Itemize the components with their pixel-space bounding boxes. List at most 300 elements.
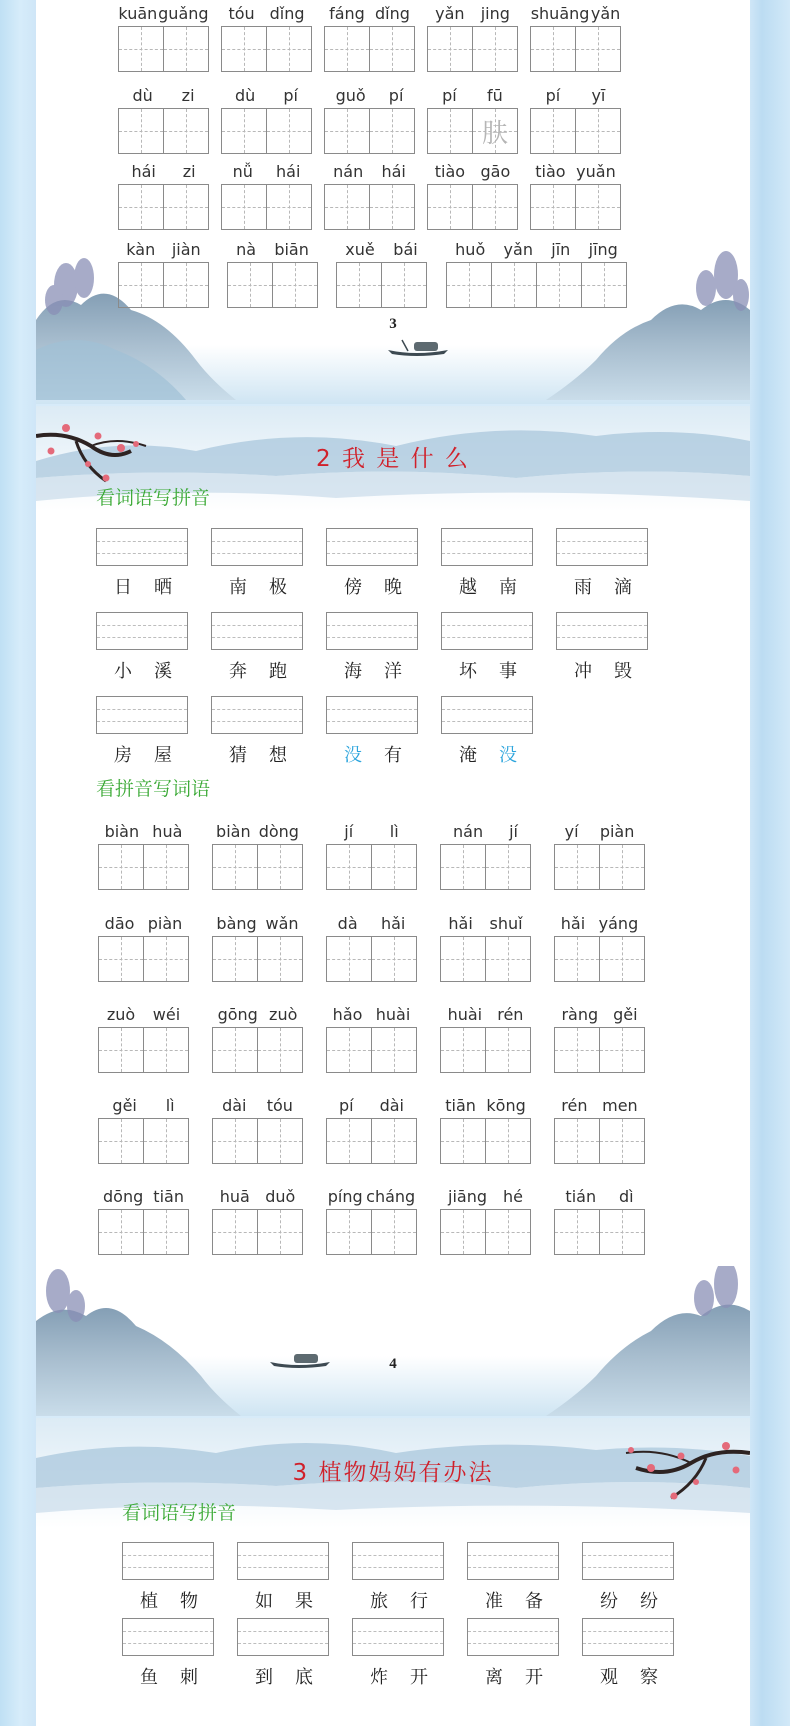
tianzige-box[interactable]	[599, 936, 645, 982]
pinyin-label	[554, 822, 645, 841]
tianzige-box[interactable]	[212, 1118, 258, 1164]
guide-line	[327, 553, 417, 554]
guide-line	[557, 637, 647, 638]
pinyin-syllable: dì	[618, 1187, 634, 1206]
tianzige-box[interactable]	[427, 108, 473, 154]
word-character: 察	[640, 1667, 658, 1688]
tianzige-box[interactable]	[575, 26, 621, 72]
tianzige-boxes	[530, 184, 620, 230]
pinyin-syllable: shuǐ	[489, 914, 523, 933]
tianzige-box[interactable]	[530, 26, 576, 72]
tianzige-box[interactable]	[143, 1027, 189, 1073]
pinyin-word-group	[554, 1187, 645, 1257]
pinyin-syllable: tiān	[153, 1187, 184, 1206]
word-character: 奔	[229, 661, 247, 682]
tianzige-box[interactable]	[485, 1027, 531, 1073]
tianzige-box[interactable]	[257, 844, 303, 890]
pinyin-syllable: fū	[487, 86, 503, 105]
tianzige-box[interactable]	[266, 108, 312, 154]
tianzige-box[interactable]	[369, 108, 415, 154]
guide-line	[442, 721, 532, 722]
word-character: 小	[114, 661, 132, 682]
word-pinyin-group	[96, 528, 190, 599]
word-pinyin-group	[326, 696, 420, 767]
tianzige-box[interactable]	[212, 936, 258, 982]
guide-line	[583, 1555, 673, 1556]
tianzige-box[interactable]	[427, 26, 473, 72]
pinyin-label	[221, 4, 312, 23]
word-pinyin-group	[441, 696, 535, 767]
pinyin-word-group	[98, 1187, 189, 1257]
word-character: 南	[499, 577, 517, 598]
word-character: 植	[140, 1591, 158, 1612]
pinyin-syllable: hǎi	[560, 914, 586, 933]
pinyin-label	[324, 162, 415, 181]
word-character: 越	[459, 577, 477, 598]
guide-line	[353, 1555, 443, 1556]
word-pinyin-group	[582, 1542, 676, 1613]
word-label	[556, 573, 650, 599]
word-pinyin-group	[326, 528, 420, 599]
tianzige-box[interactable]	[227, 262, 273, 308]
guide-line	[212, 709, 302, 710]
tianzige-box[interactable]	[599, 1118, 645, 1164]
word-character: 观	[600, 1667, 618, 1688]
tianzige-box[interactable]	[485, 936, 531, 982]
tianzige-box[interactable]	[440, 1027, 486, 1073]
pinyin-writing-box[interactable]	[582, 1542, 674, 1580]
pinyin-writing-box[interactable]	[441, 528, 533, 566]
pinyin-writing-box[interactable]	[96, 696, 188, 734]
pinyin-label	[118, 162, 209, 181]
word-character: 晚	[384, 577, 402, 598]
word-pinyin-group	[441, 528, 535, 599]
lesson-title: 2 我 是 什 么	[316, 446, 470, 472]
tianzige-box[interactable]	[554, 1209, 600, 1255]
pinyin-label	[427, 86, 518, 105]
word-pinyin-group	[352, 1618, 446, 1689]
guide-line	[238, 1643, 328, 1644]
word-pinyin-group	[211, 612, 305, 683]
tianzige-box[interactable]	[98, 1118, 144, 1164]
tianzige-box[interactable]	[369, 184, 415, 230]
pinyin-word-group	[212, 914, 303, 984]
word-character: 洋	[384, 661, 402, 682]
word-pinyin-group	[122, 1618, 216, 1689]
tianzige-box[interactable]	[163, 108, 209, 154]
pinyin-label	[98, 822, 189, 841]
tianzige-box[interactable]	[371, 1027, 417, 1073]
word-character: 想	[269, 745, 287, 766]
pinyin-syllable: lì	[165, 1096, 175, 1115]
pinyin-syllable: tóu	[266, 1096, 293, 1115]
pinyin-label	[221, 162, 312, 181]
page-number: 3	[389, 316, 397, 332]
word-label	[582, 1663, 676, 1689]
guide-line	[442, 637, 532, 638]
tianzige-boxes	[440, 1209, 530, 1255]
pinyin-label	[212, 1096, 303, 1115]
tianzige-box[interactable]	[324, 26, 370, 72]
tianzige-box[interactable]	[472, 26, 518, 72]
tianzige-box[interactable]	[371, 936, 417, 982]
pinyin-writing-box[interactable]	[122, 1618, 214, 1656]
word-character: 有	[384, 745, 402, 766]
guide-line	[583, 1567, 673, 1568]
word-character: 纷	[600, 1591, 618, 1612]
guide-line	[212, 637, 302, 638]
tianzige-boxes	[326, 1118, 416, 1164]
pinyin-word-group	[446, 240, 627, 310]
word-label	[237, 1663, 331, 1689]
pinyin-writing-box[interactable]	[441, 696, 533, 734]
word-character: 到	[255, 1667, 273, 1688]
pinyin-syllable: jí	[344, 822, 354, 841]
pinyin-syllable: kōng	[486, 1096, 526, 1115]
pinyin-syllable: zi	[182, 162, 196, 181]
section-title-words-to-pinyin: 看词语写拼音	[96, 487, 211, 509]
tianzige-boxes	[212, 844, 302, 890]
hint-character: 肤	[481, 118, 508, 149]
word-pinyin-group	[582, 1618, 676, 1689]
word-character: 滴	[614, 577, 632, 598]
tianzige-box[interactable]	[472, 184, 518, 230]
pinyin-label	[221, 86, 312, 105]
pinyin-writing-box[interactable]	[556, 612, 648, 650]
word-character: 溪	[154, 661, 172, 682]
tianzige-box[interactable]	[581, 262, 627, 308]
tianzige-box[interactable]	[221, 108, 267, 154]
word-character: 晒	[154, 577, 172, 598]
word-pinyin-group	[441, 612, 535, 683]
tianzige-box[interactable]	[369, 26, 415, 72]
pinyin-syllable: wǎn	[265, 914, 299, 933]
tianzige-box[interactable]	[266, 184, 312, 230]
guide-line	[212, 721, 302, 722]
pinyin-word-group	[530, 86, 621, 156]
tianzige-boxes	[118, 26, 208, 72]
pinyin-syllable: yí	[564, 822, 579, 841]
tianzige-box[interactable]	[599, 1209, 645, 1255]
tianzige-boxes	[554, 936, 644, 982]
pinyin-syllable: yǎn	[590, 4, 621, 23]
tianzige-boxes	[221, 184, 311, 230]
word-label	[326, 741, 420, 767]
tianzige-box[interactable]	[491, 262, 537, 308]
tianzige-boxes	[98, 844, 188, 890]
tianzige-box[interactable]	[554, 936, 600, 982]
tianzige-box[interactable]	[326, 1209, 372, 1255]
pinyin-writing-box[interactable]	[441, 612, 533, 650]
tianzige-box[interactable]	[371, 1118, 417, 1164]
tianzige-box[interactable]	[163, 184, 209, 230]
pinyin-syllable: huǒ	[455, 240, 486, 259]
pinyin-syllable: nán	[333, 162, 364, 181]
tianzige-box[interactable]	[326, 844, 372, 890]
tianzige-box[interactable]	[371, 1209, 417, 1255]
tianzige-boxes	[440, 1027, 530, 1073]
word-label	[582, 1587, 676, 1613]
tianzige-box[interactable]	[266, 26, 312, 72]
pinyin-syllable: piàn	[147, 914, 183, 933]
tianzige-box[interactable]	[530, 184, 576, 230]
pinyin-word-group	[440, 1005, 531, 1075]
pinyin-syllable: dōng	[103, 1187, 144, 1206]
landscape-footer	[36, 1266, 750, 1416]
pinyin-syllable: hǎo	[332, 1005, 363, 1024]
pinyin-writing-box[interactable]	[96, 528, 188, 566]
tianzige-box[interactable]	[326, 1118, 372, 1164]
pinyin-syllable: bái	[393, 240, 418, 259]
tianzige-box[interactable]	[485, 844, 531, 890]
tianzige-boxes	[324, 108, 414, 154]
tianzige-box[interactable]	[257, 1118, 303, 1164]
pinyin-syllable: jí	[509, 822, 518, 841]
pinyin-writing-box[interactable]	[582, 1618, 674, 1656]
tianzige-box[interactable]	[163, 262, 209, 308]
tianzige-box[interactable]	[485, 1118, 531, 1164]
pinyin-writing-box[interactable]	[237, 1542, 329, 1580]
word-character: 行	[410, 1591, 428, 1612]
tianzige-box[interactable]	[98, 844, 144, 890]
tianzige-box[interactable]	[163, 26, 209, 72]
tianzige-box[interactable]	[324, 184, 370, 230]
tianzige-box[interactable]	[118, 262, 164, 308]
tianzige-box[interactable]	[554, 1027, 600, 1073]
word-character: 备	[525, 1591, 543, 1612]
word-label	[441, 657, 535, 683]
pinyin-label	[554, 1005, 645, 1024]
tianzige-box[interactable]	[143, 844, 189, 890]
pinyin-syllable: tóu	[228, 4, 255, 23]
tianzige-box[interactable]	[440, 1118, 486, 1164]
tianzige-box[interactable]	[257, 1209, 303, 1255]
guide-line	[97, 625, 187, 626]
word-character: 房	[114, 745, 132, 766]
tianzige-boxes	[227, 262, 317, 308]
pinyin-syllable: gěi	[613, 1005, 638, 1024]
guide-line	[123, 1631, 213, 1632]
tianzige-box[interactable]	[575, 184, 621, 230]
guide-line	[557, 541, 647, 542]
pinyin-word-group	[118, 162, 209, 232]
guide-line	[238, 1555, 328, 1556]
pinyin-writing-box[interactable]	[211, 612, 303, 650]
pinyin-writing-box[interactable]	[556, 528, 648, 566]
section-title-pinyin-to-words: 看拼音写词语	[96, 778, 211, 800]
pinyin-syllable: huā	[219, 1187, 250, 1206]
pinyin-syllable: jiàn	[171, 240, 201, 259]
tianzige-box[interactable]	[143, 936, 189, 982]
guide-line	[442, 709, 532, 710]
tianzige-boxes	[440, 936, 530, 982]
word-pinyin-group	[211, 528, 305, 599]
tianzige-box[interactable]	[118, 184, 164, 230]
tianzige-box[interactable]	[143, 1118, 189, 1164]
guide-line	[557, 553, 647, 554]
pinyin-syllable: bàng	[216, 914, 257, 933]
guide-line	[123, 1643, 213, 1644]
tianzige-box[interactable]	[554, 1118, 600, 1164]
pinyin-word-group	[227, 240, 318, 310]
guide-line	[442, 541, 532, 542]
guide-line	[97, 541, 187, 542]
page-number: 4	[389, 1356, 397, 1372]
pinyin-syllable: dǐng	[269, 4, 305, 23]
guide-line	[442, 553, 532, 554]
word-pinyin-group	[467, 1618, 561, 1689]
tianzige-box[interactable]	[336, 262, 382, 308]
tianzige-box[interactable]	[446, 262, 492, 308]
tianzige-box[interactable]	[530, 108, 576, 154]
tianzige-box[interactable]	[326, 1027, 372, 1073]
word-pinyin-group	[467, 1542, 561, 1613]
word-label	[441, 573, 535, 599]
tianzige-boxes	[326, 844, 416, 890]
pinyin-label	[212, 1005, 303, 1024]
word-pinyin-group	[556, 528, 650, 599]
word-pinyin-group	[211, 696, 305, 767]
tianzige-box[interactable]	[98, 1209, 144, 1255]
pinyin-word-group	[440, 914, 531, 984]
pinyin-word-group	[212, 1096, 303, 1166]
pinyin-syllable: dài	[379, 1096, 404, 1115]
tianzige-boxes	[554, 1027, 644, 1073]
tianzige-boxes	[554, 1118, 644, 1164]
guide-line	[468, 1631, 558, 1632]
pinyin-writing-box[interactable]	[467, 1618, 559, 1656]
tianzige-boxes	[98, 1209, 188, 1255]
pinyin-writing-box[interactable]	[211, 528, 303, 566]
pinyin-syllable: fáng	[329, 4, 365, 23]
guide-line	[123, 1567, 213, 1568]
pinyin-syllable: hǎi	[380, 914, 406, 933]
tianzige-box[interactable]	[326, 936, 372, 982]
tianzige-box[interactable]	[440, 844, 486, 890]
tianzige-boxes	[530, 26, 620, 72]
word-character: 傍	[344, 577, 362, 598]
tianzige-box[interactable]	[98, 936, 144, 982]
tianzige-box[interactable]	[143, 1209, 189, 1255]
word-character: 没	[499, 745, 517, 766]
tianzige-boxes	[118, 108, 208, 154]
pinyin-word-group	[221, 4, 312, 74]
pinyin-syllable: pí	[338, 1096, 354, 1115]
pinyin-writing-box[interactable]	[326, 612, 418, 650]
pinyin-syllable: hái	[276, 162, 301, 181]
pinyin-syllable: tián	[565, 1187, 597, 1206]
pinyin-label	[440, 822, 531, 841]
pinyin-syllable: nà	[236, 240, 257, 259]
pinyin-syllable: cháng	[366, 1187, 416, 1206]
pinyin-syllable: kàn	[126, 240, 156, 259]
tianzige-box[interactable]	[575, 108, 621, 154]
pinyin-syllable: tiān	[445, 1096, 476, 1115]
tianzige-box[interactable]	[221, 26, 267, 72]
pinyin-writing-box[interactable]	[122, 1542, 214, 1580]
tianzige-box[interactable]	[212, 1209, 258, 1255]
tianzige-box[interactable]	[536, 262, 582, 308]
pinyin-writing-box[interactable]	[211, 696, 303, 734]
pinyin-word-group	[118, 4, 209, 74]
tianzige-box[interactable]	[554, 844, 600, 890]
tianzige-box[interactable]	[272, 262, 318, 308]
tianzige-boxes	[554, 1209, 644, 1255]
guide-line	[583, 1631, 673, 1632]
tianzige-box[interactable]	[599, 844, 645, 890]
pinyin-syllable: tiào	[535, 162, 566, 181]
pinyin-writing-box[interactable]	[237, 1618, 329, 1656]
word-character: 南	[229, 577, 247, 598]
pinyin-label	[212, 1187, 303, 1206]
word-label	[352, 1663, 446, 1689]
tianzige-box[interactable]	[221, 184, 267, 230]
tianzige-box[interactable]	[599, 1027, 645, 1073]
tianzige-box[interactable]	[381, 262, 427, 308]
tianzige-box[interactable]	[212, 844, 258, 890]
pinyin-writing-box[interactable]	[96, 612, 188, 650]
guide-line	[238, 1567, 328, 1568]
tianzige-box[interactable]	[212, 1027, 258, 1073]
pinyin-syllable: yǎn	[435, 4, 465, 23]
tianzige-box[interactable]	[440, 936, 486, 982]
tianzige-boxes	[118, 184, 208, 230]
pinyin-writing-box[interactable]	[326, 696, 418, 734]
tianzige-box[interactable]	[257, 936, 303, 982]
word-character: 跑	[269, 661, 287, 682]
pinyin-syllable: hǎi	[448, 914, 473, 933]
tianzige-boxes	[98, 1118, 188, 1164]
pinyin-syllable: yáng	[598, 914, 639, 933]
tianzige-box[interactable]	[118, 108, 164, 154]
tianzige-box[interactable]	[427, 184, 473, 230]
pinyin-label	[98, 1187, 189, 1206]
pinyin-syllable: huài	[375, 1005, 411, 1024]
tianzige-box[interactable]	[324, 108, 370, 154]
pinyin-label	[324, 86, 415, 105]
pinyin-writing-box[interactable]	[326, 528, 418, 566]
tianzige-boxes	[530, 108, 620, 154]
pinyin-syllable: biàn	[216, 822, 251, 841]
pinyin-word-group	[212, 822, 303, 892]
pinyin-syllable: biàn	[104, 822, 140, 841]
word-pinyin-group	[122, 1542, 216, 1613]
word-pinyin-group	[237, 1542, 331, 1613]
tianzige-box[interactable]	[485, 1209, 531, 1255]
tianzige-box[interactable]	[440, 1209, 486, 1255]
tianzige-box[interactable]	[257, 1027, 303, 1073]
tianzige-box[interactable]	[98, 1027, 144, 1073]
tianzige-box[interactable]	[118, 26, 164, 72]
pinyin-label	[554, 1187, 645, 1206]
tianzige-box[interactable]	[472, 108, 518, 154]
pinyin-syllable: ràng	[561, 1005, 599, 1024]
pinyin-writing-box[interactable]	[352, 1618, 444, 1656]
guide-line	[212, 625, 302, 626]
pinyin-writing-box[interactable]	[352, 1542, 444, 1580]
pinyin-writing-box[interactable]	[467, 1542, 559, 1580]
word-character: 日	[114, 577, 132, 598]
pinyin-label	[530, 4, 621, 23]
pinyin-syllable: dòng	[258, 822, 299, 841]
pinyin-syllable: shuāng	[530, 4, 590, 23]
tianzige-box[interactable]	[371, 844, 417, 890]
pinyin-word-group	[326, 914, 417, 984]
pinyin-syllable: lì	[389, 822, 399, 841]
pinyin-word-group	[212, 1187, 303, 1257]
pinyin-syllable: jīn	[551, 240, 571, 259]
pinyin-syllable: zi	[181, 86, 195, 105]
